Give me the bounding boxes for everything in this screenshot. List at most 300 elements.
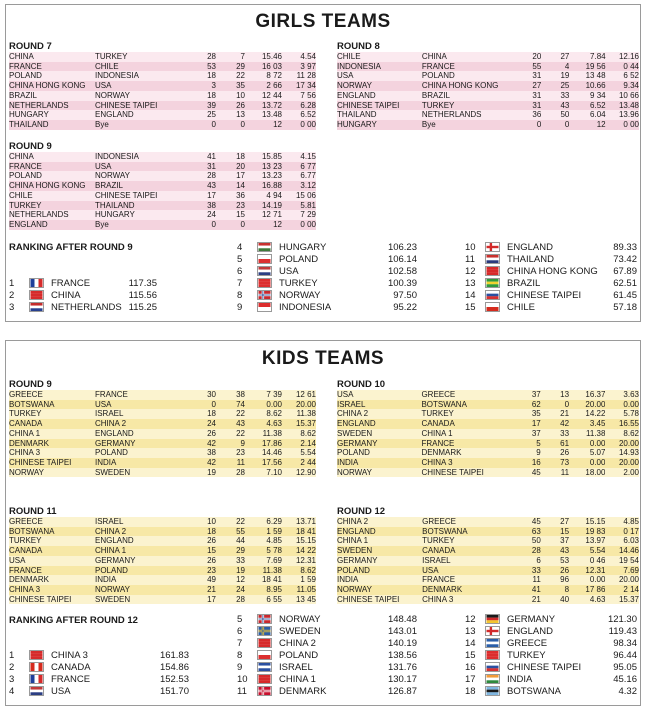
ranking-team: TURKEY (279, 277, 318, 289)
round-title: ROUND 9 (9, 141, 52, 152)
vp-away: 6.77 (300, 171, 316, 181)
vp-away: 20.00 (618, 438, 639, 448)
vp-home: 18 41 (261, 575, 282, 585)
home-team: FRANCE (9, 161, 42, 171)
table-row (337, 419, 639, 429)
table-row (9, 210, 316, 220)
imps-home: 31 (207, 161, 216, 171)
away-team: BRAZIL (95, 181, 124, 191)
poland-flag-icon (257, 649, 279, 661)
away-team: FRANCE (421, 438, 455, 448)
vp-away: 0 44 (623, 61, 639, 71)
table-row (9, 91, 316, 101)
denmark-flag-icon (257, 685, 279, 697)
vp-away: 9.34 (623, 81, 639, 91)
vp-home: 17.86 (261, 438, 282, 448)
home-team: BOTSWANA (9, 526, 55, 536)
girls-teams-panel (5, 4, 641, 322)
vp-away: 11.05 (296, 584, 316, 594)
china-flag-icon (29, 649, 51, 661)
imps-away: 35 (236, 81, 245, 91)
table-row (337, 595, 639, 605)
ranking-row (237, 265, 417, 277)
vp-home: 7 39 (266, 390, 282, 399)
imps-away: 61 (560, 438, 570, 448)
home-team: CANADA (9, 546, 43, 556)
table-row (337, 585, 639, 595)
vp-away: 8.62 (300, 565, 316, 575)
kids-round-9 (9, 379, 316, 477)
vp-home: 0.00 (589, 457, 606, 467)
ranking-row (9, 301, 157, 313)
ranking-position: 14 (465, 637, 476, 649)
ranking-row (237, 649, 417, 661)
imps-home: 50 (531, 536, 541, 546)
table-row (337, 71, 639, 81)
table-row (9, 110, 316, 120)
ranking-position: 12 (465, 265, 476, 277)
away-team: CHINA (421, 52, 447, 61)
away-team: TURKEY (95, 52, 128, 61)
vp-away: 3 97 (300, 61, 316, 71)
girls-ranking-title: RANKING AFTER ROUND 9 (9, 242, 133, 253)
norway-flag-icon (257, 613, 279, 625)
home-team: USA (337, 390, 354, 399)
imps-away: 24 (236, 584, 245, 594)
table-row (337, 468, 639, 478)
home-team: DENMARK (9, 575, 50, 585)
vp-away: 15 06 (295, 190, 316, 200)
imps-home: 38 (207, 448, 216, 458)
vp-away: 18 41 (295, 526, 316, 536)
table-row (337, 62, 639, 72)
ranking-score: 148.48 (387, 613, 417, 625)
imps-away: 23 (236, 448, 245, 458)
table-row (337, 101, 639, 111)
vp-away: 0.00 (623, 399, 639, 409)
vp-home: 18.00 (585, 467, 606, 477)
home-team: POLAND (9, 171, 42, 181)
imps-away: 33 (560, 428, 570, 438)
poland-flag-icon (257, 253, 279, 265)
imps-home: 24 (207, 419, 216, 429)
india-flag-icon (485, 673, 507, 685)
table-row (9, 220, 316, 230)
home-team: CHILE (337, 52, 361, 61)
vp-away: 12.16 (618, 52, 639, 61)
away-team: FRANCE (421, 61, 455, 71)
ranking-position: 15 (465, 649, 476, 661)
china-flag-icon (257, 673, 279, 685)
ranking-score: 89.33 (613, 241, 637, 253)
home-team: INDIA (337, 457, 359, 467)
vp-home: 17.56 (261, 457, 282, 467)
round-table (337, 517, 639, 604)
ranking-score: 98.34 (613, 637, 637, 649)
home-team: ENGLAND (337, 526, 376, 536)
away-team: ISRAEL (95, 517, 124, 526)
imps-home: 20 (532, 52, 542, 61)
ranking-score: 131.76 (387, 661, 417, 673)
vp-home: 1 59 (266, 526, 282, 536)
away-team: CHINESE TAIPEI (95, 100, 158, 110)
ranking-position: 10 (237, 673, 248, 685)
ranking-score: 151.70 (159, 685, 189, 697)
vp-away: 7.69 (623, 565, 639, 575)
imps-away: 55 (236, 526, 245, 536)
table-row (9, 81, 316, 91)
imps-away: 26 (236, 100, 245, 110)
imps-away: 11 (236, 457, 245, 467)
away-team: NORWAY (95, 90, 130, 100)
chinese-taipei-flag-icon (485, 289, 507, 301)
imps-home: 37 (531, 428, 541, 438)
vp-away: 2 14 (623, 584, 639, 594)
vp-away: 15.15 (295, 536, 316, 546)
ranking-position: 11 (237, 685, 247, 697)
vp-away: 15.37 (618, 594, 639, 604)
girls-teams-title: GIRLS TEAMS (255, 11, 391, 32)
home-team: CHINA 3 (9, 448, 41, 458)
imps-home: 55 (532, 61, 542, 71)
imps-home: 15 (207, 546, 216, 556)
norway-flag-icon (257, 289, 279, 301)
ranking-row (465, 673, 637, 685)
table-row (337, 52, 639, 62)
ranking-team: CANADA (51, 661, 91, 673)
vp-home: 12 (273, 119, 282, 129)
vp-home: 16.37 (585, 390, 606, 399)
vp-home: 11.38 (586, 428, 606, 438)
round-title: ROUND 8 (337, 41, 380, 52)
away-team: NORWAY (95, 584, 130, 594)
ranking-team: NETHERLANDS (51, 301, 122, 313)
table-row (9, 566, 316, 576)
ranking-row (465, 253, 637, 265)
imps-home: 17 (207, 190, 216, 200)
netherlands-flag-icon (29, 301, 51, 313)
home-team: CHINA HONG KONG (9, 81, 86, 91)
away-team: CHINESE TAIPEI (95, 190, 158, 200)
ranking-team: THAILAND (507, 253, 554, 265)
home-team: INDIA (337, 575, 359, 585)
ranking-position: 2 (9, 289, 15, 301)
home-team: NETHERLANDS (9, 100, 69, 110)
ranking-team: HUNGARY (279, 241, 327, 253)
israel-flag-icon (257, 661, 279, 673)
home-team: CHINESE TAIPEI (9, 594, 72, 604)
table-row (9, 120, 316, 130)
vp-away: 13.96 (618, 110, 639, 120)
imps-home: 18 (207, 71, 216, 81)
sweden-flag-icon (257, 625, 279, 637)
vp-home: 5.07 (589, 448, 606, 458)
imps-home: 10 (207, 517, 216, 526)
home-team: FRANCE (9, 61, 42, 71)
away-team: CANADA (421, 419, 455, 429)
imps-home: 18 (207, 409, 216, 419)
usa-flag-icon (29, 685, 51, 697)
ranking-team: DENMARK (279, 685, 327, 697)
table-row (9, 162, 316, 172)
ranking-row (465, 265, 637, 277)
vp-home: 12 (596, 119, 606, 129)
home-team: CHINESE TAIPEI (337, 594, 400, 604)
vp-home: 5.54 (589, 546, 606, 556)
china-flag-icon (29, 289, 51, 301)
turkey-flag-icon (257, 277, 279, 289)
ranking-position: 2 (9, 661, 15, 673)
imps-away: 14 (236, 181, 245, 191)
imps-home: 49 (207, 575, 216, 585)
ranking-team: CHINA 2 (279, 637, 316, 649)
imps-away: 0 (564, 119, 570, 129)
vp-home: 0.00 (589, 575, 606, 585)
vp-away: 8.62 (623, 428, 639, 438)
home-team: CHINA (9, 52, 34, 61)
ranking-score: 138.56 (387, 649, 417, 661)
imps-away: 11 (560, 467, 570, 477)
imps-away: 15 (560, 526, 570, 536)
away-team: GREECE (422, 517, 456, 526)
away-team: GREECE (421, 390, 456, 399)
ranking-position: 12 (465, 613, 476, 625)
vp-home: 7.10 (266, 467, 282, 477)
home-team: TURKEY (9, 200, 42, 210)
vp-home: 8.62 (266, 409, 282, 419)
away-team: ENGLAND (95, 428, 134, 438)
table-row (337, 429, 639, 439)
brazil-flag-icon (485, 277, 507, 289)
ranking-score: 161.83 (159, 649, 189, 661)
ranking-position: 9 (237, 661, 243, 673)
vp-home: 12 71 (261, 210, 282, 220)
ranking-team: CHINA (51, 289, 81, 301)
ranking-score: 154.86 (159, 661, 189, 673)
table-row (337, 517, 639, 527)
ranking-position: 6 (237, 265, 243, 277)
vp-home: 12 44 (261, 90, 282, 100)
ranking-team: ENGLAND (507, 625, 553, 637)
ranking-row (465, 301, 637, 313)
away-team: TURKEY (421, 409, 454, 419)
ranking-team: CHINA HONG KONG (507, 265, 598, 277)
ranking-position: 1 (9, 277, 15, 289)
home-team: POLAND (337, 448, 370, 458)
away-team: DENMARK (421, 448, 462, 458)
imps-home: 16 (531, 457, 541, 467)
imps-away: 22 (236, 517, 245, 526)
ranking-team: FRANCE (51, 673, 91, 685)
away-team: BOTSWANA (421, 399, 467, 409)
away-team: HUNGARY (95, 210, 135, 220)
imps-home: 36 (532, 110, 542, 120)
away-team: CHINA HONG KONG (421, 81, 499, 91)
kids-ranking-col-1 (9, 649, 189, 697)
home-team: BRAZIL (9, 90, 38, 100)
away-team: ENGLAND (95, 110, 134, 120)
round-table (9, 517, 316, 604)
vp-away: 7 29 (300, 210, 316, 220)
imps-away: 27 (560, 517, 570, 526)
ranking-row (237, 613, 417, 625)
home-team: SWEDEN (337, 546, 373, 556)
table-row (337, 536, 639, 546)
vp-home: 19 56 (585, 61, 606, 71)
vp-home: 8 72 (266, 71, 282, 81)
vp-away: 4.85 (623, 517, 639, 526)
away-team: Bye (95, 119, 109, 129)
away-team: NORWAY (95, 171, 130, 181)
ranking-score: 97.50 (393, 289, 417, 301)
imps-away: 0 (240, 119, 245, 129)
vp-home: 16 03 (261, 61, 282, 71)
table-row (9, 575, 316, 585)
vp-away: 5.81 (300, 200, 316, 210)
away-team: INDIA (95, 575, 117, 585)
away-team: USA (95, 81, 112, 91)
imps-away: 33 (236, 555, 245, 565)
ranking-team: ISRAEL (279, 661, 313, 673)
girls-ranking-col-2 (237, 241, 417, 313)
away-team: USA (422, 565, 439, 575)
away-team: TURKEY (422, 536, 455, 546)
imps-home: 11 (532, 575, 541, 585)
home-team: CHINA 3 (9, 584, 41, 594)
vp-away: 11.38 (296, 409, 316, 419)
ranking-team: CHINA 1 (279, 673, 316, 685)
ranking-team: GREECE (507, 637, 548, 649)
kids-round-12 (337, 506, 639, 604)
ranking-row (465, 289, 637, 301)
away-team: POLAND (421, 71, 455, 81)
table-row (337, 448, 639, 458)
table-row (9, 419, 316, 429)
imps-away: 25 (560, 81, 570, 91)
imps-away: 0 (240, 219, 245, 229)
ranking-score: 4.32 (618, 685, 637, 697)
away-team: ENGLAND (95, 536, 134, 546)
away-team: Bye (421, 119, 436, 129)
vp-home: 11.38 (262, 565, 282, 575)
ranking-position: 8 (237, 649, 243, 661)
imps-home: 21 (531, 594, 541, 604)
vp-home: 4.63 (266, 419, 282, 429)
table-row (9, 527, 316, 537)
home-team: THAILAND (337, 110, 377, 120)
table-row (337, 546, 639, 556)
round-title: ROUND 7 (9, 41, 52, 52)
away-team: POLAND (95, 448, 128, 458)
away-team: BRAZIL (421, 90, 450, 100)
ranking-row (237, 289, 417, 301)
home-team: FRANCE (9, 565, 42, 575)
vp-home: 11.38 (262, 428, 282, 438)
vp-away: 14.46 (618, 546, 639, 556)
away-team: CHINA 3 (422, 594, 454, 604)
home-team: CHINA 1 (337, 536, 369, 546)
table-row (9, 556, 316, 566)
table-row (337, 390, 639, 400)
ranking-row (9, 661, 189, 673)
away-team: THAILAND (95, 200, 135, 210)
vp-away: 0 00 (623, 119, 639, 129)
imps-home: 27 (532, 81, 542, 91)
home-team: ENGLAND (9, 219, 48, 229)
home-team: GREECE (9, 517, 43, 526)
round-table (9, 152, 316, 230)
home-team: CHINA (9, 152, 34, 161)
ranking-row (9, 649, 189, 661)
vp-home: 13.72 (261, 100, 282, 110)
away-team: CHILE (95, 61, 119, 71)
ranking-row (237, 673, 417, 685)
ranking-team: TURKEY (507, 649, 546, 661)
imps-home: 19 (207, 467, 216, 477)
ranking-score: 100.39 (387, 277, 417, 289)
table-row (9, 101, 316, 111)
ranking-score: 119.43 (608, 625, 637, 637)
ranking-row (465, 625, 637, 637)
vp-home: 0.00 (266, 399, 282, 409)
ranking-position: 6 (237, 625, 243, 637)
imps-home: 31 (532, 71, 542, 81)
table-row (9, 201, 316, 211)
kids-round-10 (337, 379, 639, 477)
imps-home: 26 (207, 555, 216, 565)
imps-away: 43 (560, 546, 570, 556)
imps-home: 25 (207, 110, 216, 120)
vp-home: 13.23 (261, 171, 282, 181)
imps-home: 24 (207, 210, 216, 220)
table-row (337, 120, 639, 130)
imps-home: 31 (532, 90, 542, 100)
table-row (9, 171, 316, 181)
hungary-flag-icon (257, 241, 279, 253)
ranking-score: 115.25 (128, 301, 157, 313)
vp-home: 12.31 (585, 565, 606, 575)
ranking-score: 62.51 (613, 277, 637, 289)
vp-home: 15.46 (261, 52, 282, 61)
table-row (9, 400, 316, 410)
ranking-position: 4 (237, 241, 243, 253)
vp-home: 7.69 (266, 555, 282, 565)
home-team: HUNGARY (337, 119, 377, 129)
vp-away: 13.71 (295, 517, 316, 526)
ranking-team: CHILE (507, 301, 535, 313)
away-team: FRANCE (422, 575, 456, 585)
ranking-row (237, 625, 417, 637)
england-flag-icon (485, 625, 507, 637)
vp-away: 20.00 (618, 457, 639, 467)
ranking-position: 5 (237, 613, 243, 625)
imps-home: 30 (207, 390, 216, 399)
imps-home: 3 (211, 81, 216, 91)
away-team: BOTSWANA (422, 526, 468, 536)
imps-away: 21 (560, 409, 570, 419)
imps-away: 44 (236, 536, 245, 546)
imps-away: 38 (236, 390, 245, 399)
ranking-team: FRANCE (51, 277, 91, 289)
imps-home: 62 (531, 399, 541, 409)
imps-away: 42 (560, 419, 570, 429)
home-team: GERMANY (337, 555, 378, 565)
kids-round-11 (9, 506, 316, 604)
away-team: FRANCE (95, 390, 128, 399)
ranking-score: 126.87 (387, 685, 417, 697)
vp-away: 13.48 (618, 100, 639, 110)
ranking-team: NORWAY (279, 289, 321, 301)
